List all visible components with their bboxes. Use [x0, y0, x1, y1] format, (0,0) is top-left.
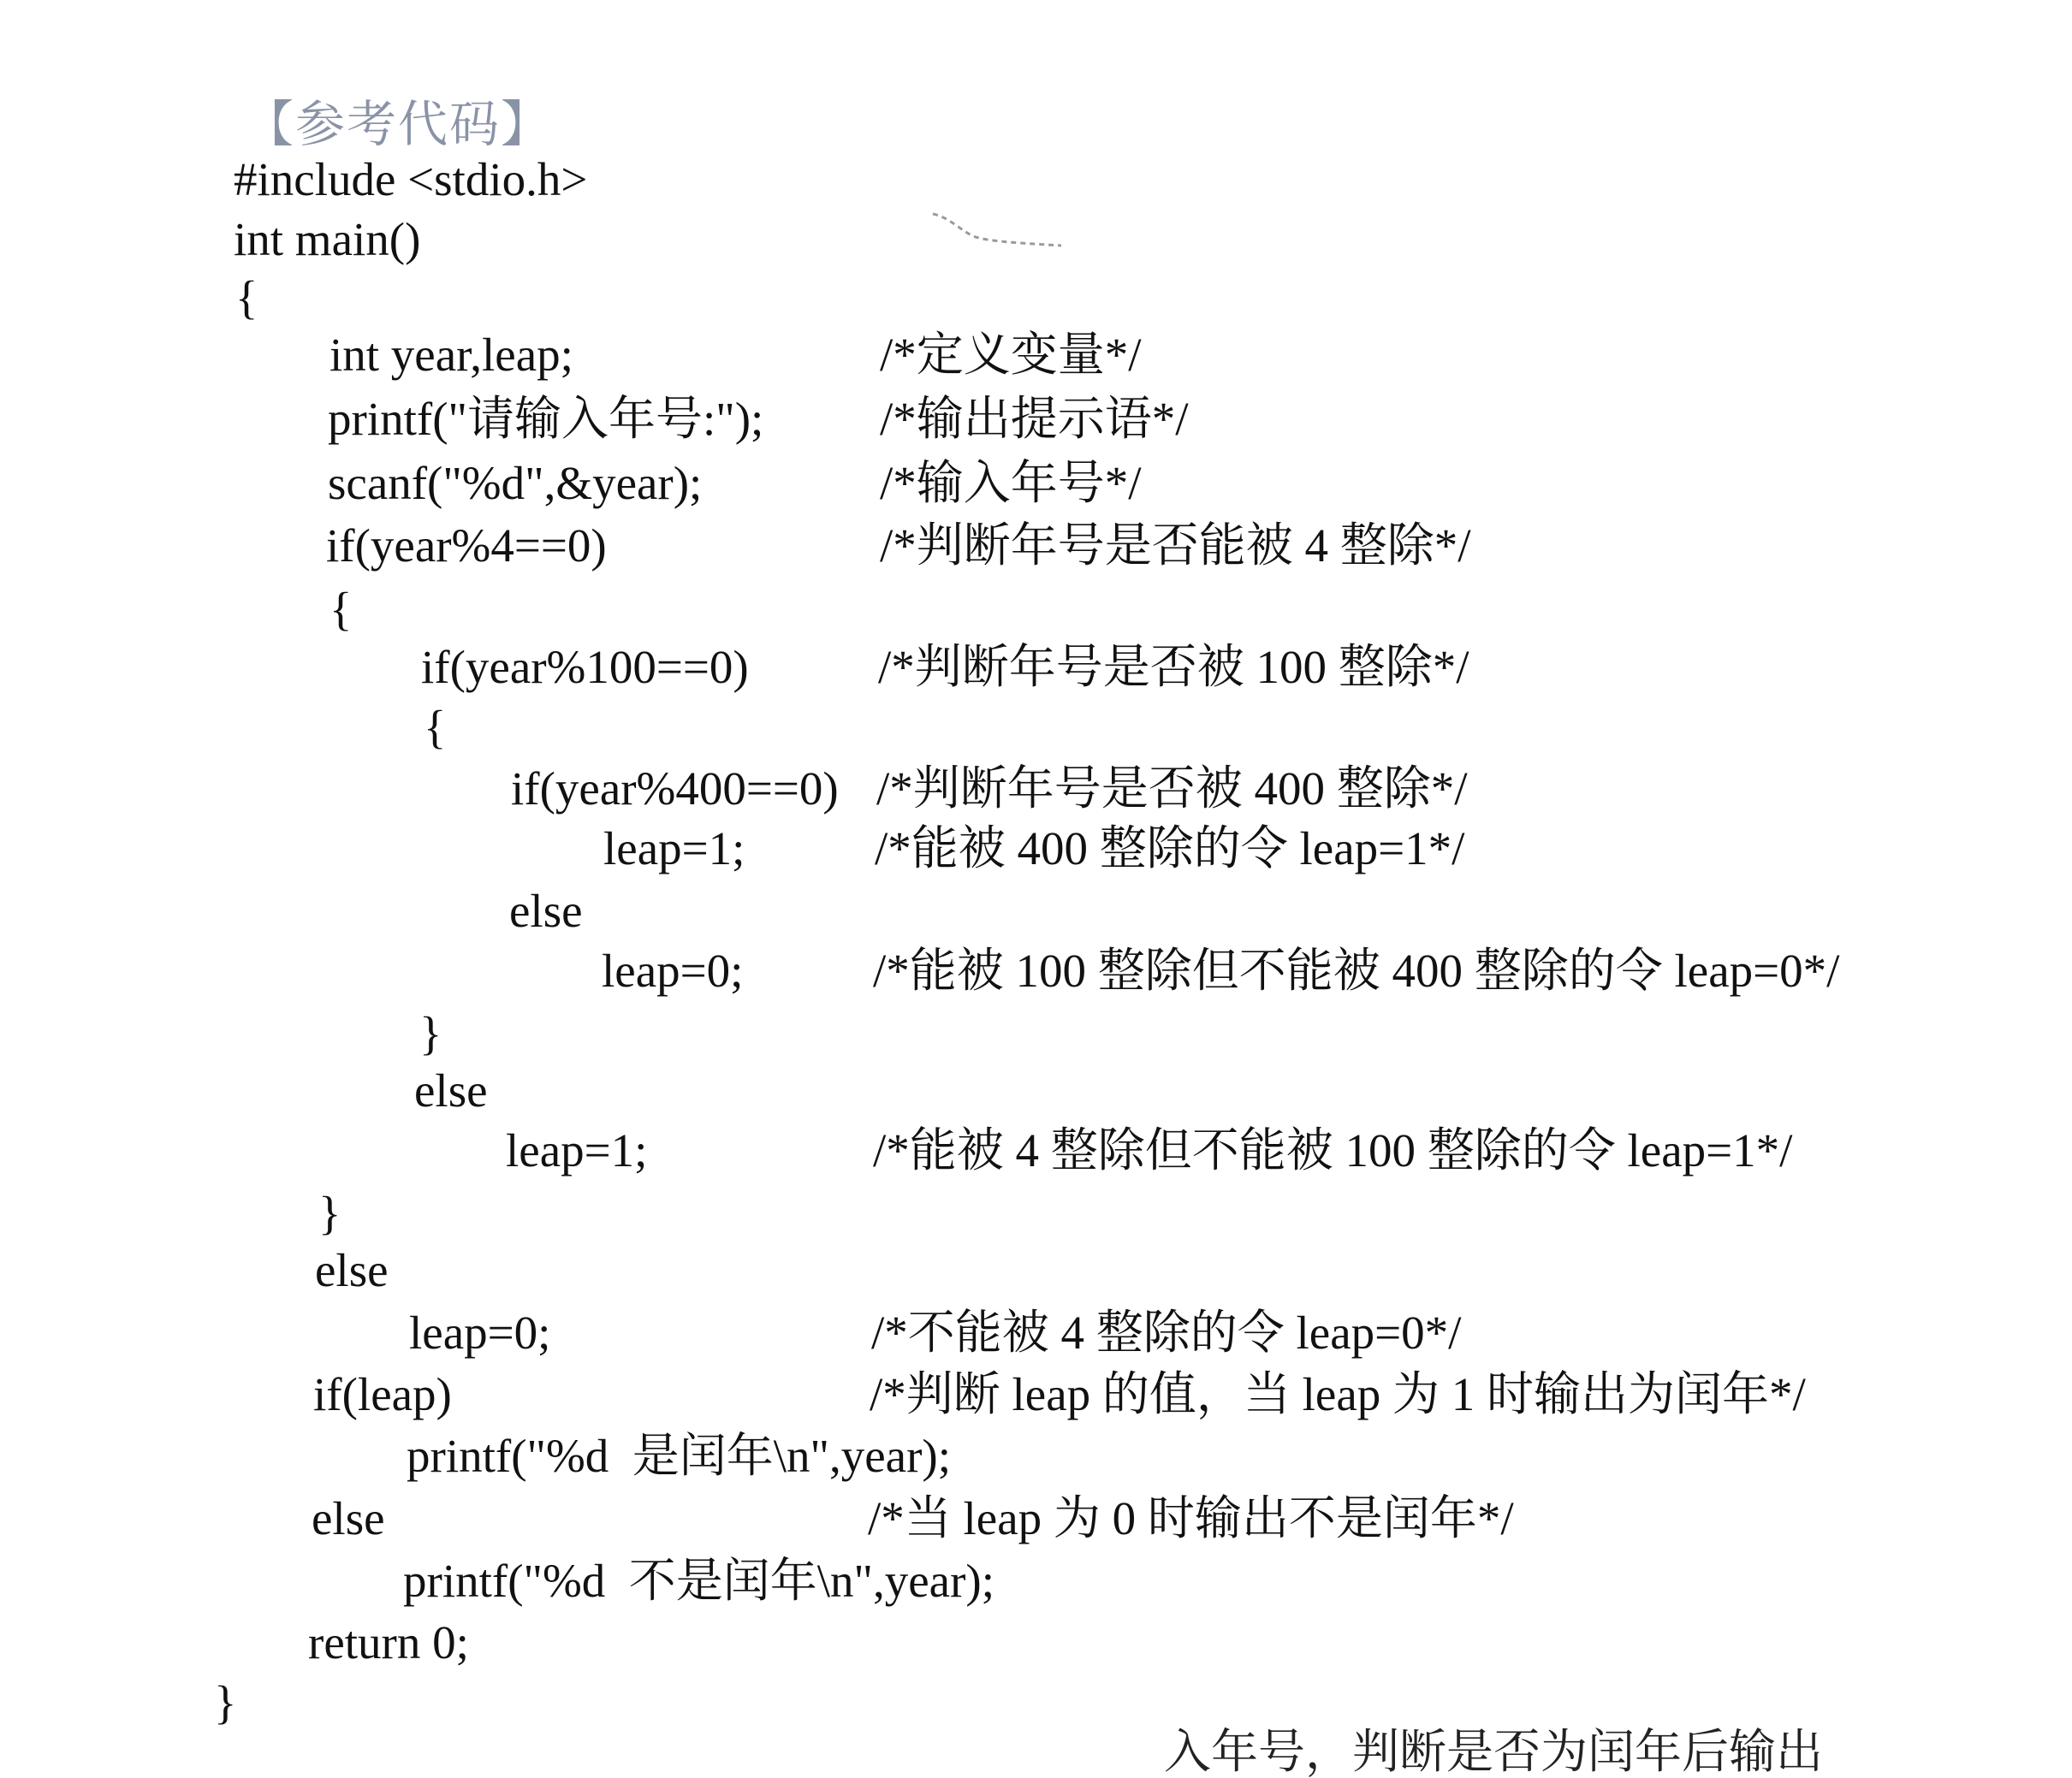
code-line: leap=0;	[409, 1307, 551, 1359]
section-heading: 【参考代码】	[244, 95, 553, 153]
code-line: scanf("%d",&year);	[328, 457, 703, 509]
code-line: else	[315, 1244, 389, 1296]
code-line: leap=0;	[602, 945, 744, 997]
cut-off-text: 入年号，判断是否为闰年后输出	[1164, 1726, 1824, 1778]
code-line: {	[330, 583, 353, 635]
code-comment: /*判断 leap 的值，当 leap 为 1 时输出为闰年*/	[870, 1368, 1806, 1420]
code-line: if(year%100==0)	[421, 641, 749, 693]
code-comment: /*输出提示语*/	[880, 393, 1189, 445]
code-line: printf("%d 不是闰年\n",year);	[403, 1555, 994, 1607]
code-comment: /*判断年号是否被 400 整除*/	[876, 762, 1468, 815]
code-line: else	[509, 885, 583, 937]
code-comment: /*判断年号是否能被 4 整除*/	[880, 519, 1471, 572]
code-line: if(year%4==0)	[326, 519, 607, 572]
code-comment: /*输入年号*/	[880, 457, 1142, 509]
code-line: return 0;	[308, 1616, 469, 1668]
code-comment: /*能被 400 整除的令 leap=1*/	[875, 822, 1465, 874]
code-line: int main()	[234, 213, 421, 265]
code-line: leap=1;	[506, 1124, 648, 1176]
code-line: }	[318, 1187, 341, 1239]
code-line: else	[312, 1492, 385, 1544]
code-comment: /*能被 4 整除但不能被 100 整除的令 leap=1*/	[873, 1124, 1793, 1176]
scan-smudge-mark	[924, 199, 1070, 250]
code-line: printf("%d 是闰年\n",year);	[407, 1430, 951, 1482]
code-line: if(leap)	[313, 1368, 452, 1420]
code-line: int year,leap;	[330, 329, 573, 381]
code-line: {	[424, 701, 447, 753]
code-line: if(year%400==0)	[511, 762, 839, 815]
code-comment: /*当 leap 为 0 时输出不是闰年*/	[868, 1492, 1514, 1544]
code-comment: /*定义变量*/	[880, 329, 1142, 381]
code-line: else	[414, 1064, 488, 1117]
code-comment: /*能被 100 整除但不能被 400 整除的令 leap=0*/	[873, 945, 1840, 997]
code-line: }	[214, 1676, 237, 1728]
code-line: {	[235, 271, 258, 323]
code-comment: /*判断年号是否被 100 整除*/	[878, 641, 1469, 693]
code-line: leap=1;	[603, 822, 745, 874]
code-comment: /*不能被 4 整除的令 leap=0*/	[871, 1307, 1462, 1359]
code-line: }	[419, 1007, 442, 1059]
code-line: printf("请输入年号:");	[328, 393, 764, 445]
code-line: #include <stdio.h>	[234, 153, 588, 205]
